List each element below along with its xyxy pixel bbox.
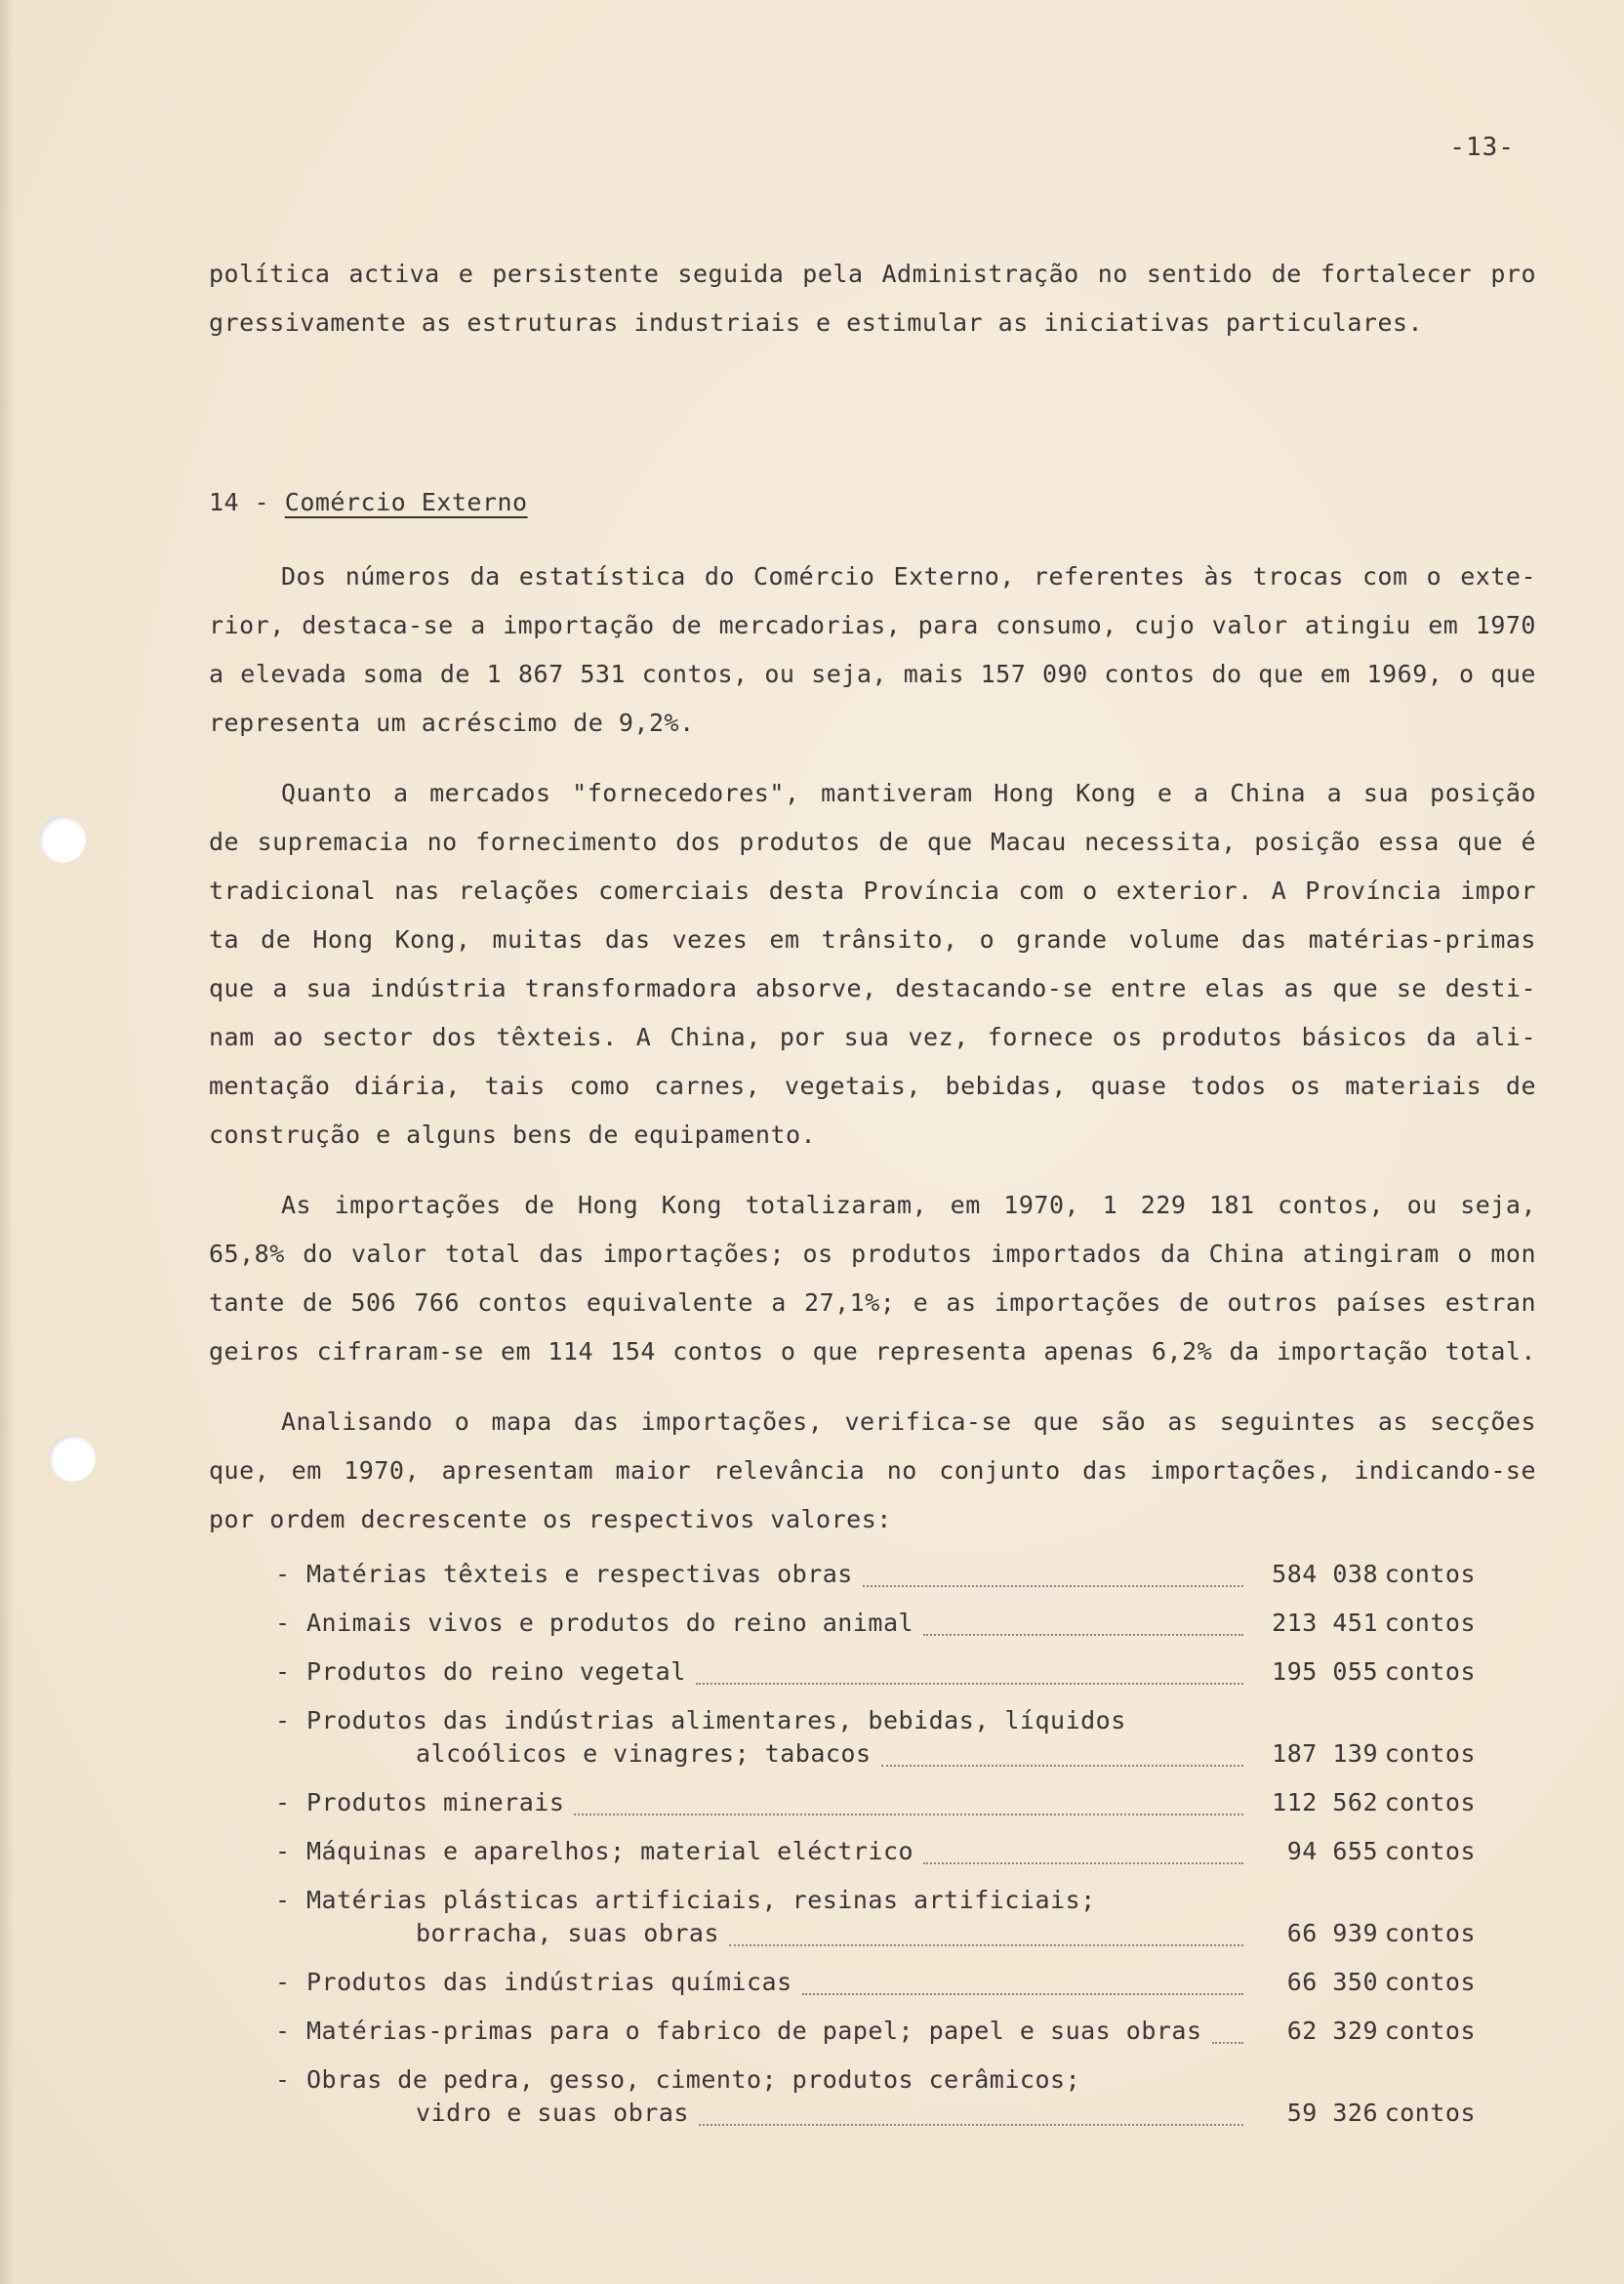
intro-paragraph <box>209 250 1536 347</box>
list-item <box>275 1657 1476 1691</box>
imports-list <box>275 1560 1476 2147</box>
list-dash: - <box>275 2017 291 2045</box>
list-item-label: borracha, suas obras <box>416 1919 720 1947</box>
list-dash: - <box>275 1968 291 1996</box>
punch-hole <box>49 1435 96 1482</box>
text-line: tradicional nas relações comerciais desta Província com o exterior. A Província impor <box>209 877 1536 905</box>
dot-leader <box>696 1682 1243 1685</box>
list-item-label: Animais vivos e produtos do reino animal <box>306 1609 914 1637</box>
list-item-label: Obras de pedra, gesso, cimento; produtos cerâmicos; <box>306 2065 1081 2094</box>
paragraph <box>209 552 1536 748</box>
list-item-value: 213 451 <box>1272 1609 1378 1637</box>
list-item-unit: contos <box>1384 1560 1476 1588</box>
section-number: 14 - <box>209 488 270 516</box>
list-dash: - <box>275 1706 291 1734</box>
list-item-value: 66 939 <box>1286 1919 1378 1947</box>
list-item-unit: contos <box>1384 1788 1476 1816</box>
text-line: Dos números da estatística do Comércio Externo, referentes às trocas com o exte- <box>281 562 1536 591</box>
text-line: mentação diária, tais como carnes, vegetais, bebidas, quase todos os materiais de <box>209 1072 1536 1100</box>
dot-leader <box>729 1943 1243 1946</box>
punch-hole <box>39 816 86 863</box>
list-item-value: 187 139 <box>1272 1739 1378 1768</box>
dot-leader <box>802 1992 1243 1995</box>
dot-leader <box>574 1813 1243 1815</box>
list-item <box>275 1886 1476 1952</box>
list-item <box>275 2065 1476 2132</box>
list-item-unit: contos <box>1384 1609 1476 1637</box>
list-item-label: Produtos minerais <box>306 1788 565 1816</box>
list-item-value: 195 055 <box>1272 1657 1378 1686</box>
list-item-label: Matérias plásticas artificiais, resinas artificiais; <box>306 1886 1096 1914</box>
dot-leader <box>699 2123 1243 2126</box>
list-dash: - <box>275 1886 291 1914</box>
paragraph <box>209 769 1536 1160</box>
text-line: geiros cifraram-se em 114 154 contos o que representa apenas 6,2% da importação total. <box>209 1337 1536 1366</box>
list-item-label: vidro e suas obras <box>416 2099 689 2127</box>
dot-leader <box>923 1633 1243 1636</box>
list-item-unit: contos <box>1384 2017 1476 2045</box>
list-dash: - <box>275 1837 291 1865</box>
text-line: construção e alguns bens de equipamento. <box>209 1121 817 1149</box>
list-item <box>275 1968 1476 2001</box>
text-line: que a sua indústria transformadora absorve, destacando-se entre elas as que se desti- <box>209 974 1536 1002</box>
list-item-unit: contos <box>1384 1657 1476 1686</box>
list-dash: - <box>275 1788 291 1816</box>
section-heading <box>209 488 528 516</box>
text-line: 65,8% do valor total das importações; os produtos importados da China atingiram o mon <box>209 1240 1536 1268</box>
list-item-unit: contos <box>1384 2099 1476 2127</box>
section-title: Comércio Externo <box>284 488 528 516</box>
list-item-value: 62 329 <box>1286 2017 1378 2045</box>
text-line: nam ao sector dos têxteis. A China, por sua vez, fornece os produtos básicos da ali- <box>209 1023 1536 1051</box>
list-item-label: Matérias têxteis e respectivas obras <box>306 1560 853 1588</box>
list-dash: - <box>275 2065 291 2094</box>
list-item-value: 59 326 <box>1286 2099 1378 2127</box>
list-item <box>275 1609 1476 1642</box>
list-item <box>275 1788 1476 1821</box>
text-line: política activa e persistente seguida pela Administração no sentido de fortalecer pro <box>209 260 1536 288</box>
text-line: por ordem decrescente os respectivos valores: <box>209 1505 892 1533</box>
list-item <box>275 1706 1476 1773</box>
text-line: de supremacia no fornecimento dos produtos de que Macau necessita, posição essa que é <box>209 828 1536 856</box>
dot-leader <box>1212 2041 1243 2044</box>
list-item-value: 112 562 <box>1272 1788 1378 1816</box>
list-item-unit: contos <box>1384 1739 1476 1768</box>
list-item-label: Máquinas e aparelhos; material eléctrico <box>306 1837 914 1865</box>
text-line: rior, destaca-se a importação de mercadorias, para consumo, cujo valor atingiu em 1970 <box>209 611 1536 639</box>
list-dash: - <box>275 1609 291 1637</box>
text-line: gressivamente as estruturas industriais e estimular as iniciativas particulares. <box>209 308 1424 337</box>
paper-edge <box>0 0 14 2284</box>
dot-leader <box>881 1764 1243 1767</box>
list-item-label: Produtos das indústrias alimentares, bebidas, líquidos <box>306 1706 1126 1734</box>
list-item-unit: contos <box>1384 1919 1476 1947</box>
list-item-label: Produtos das indústrias químicas <box>306 1968 792 1996</box>
page-number: -13- <box>1449 133 1515 162</box>
text-line: a elevada soma de 1 867 531 contos, ou seja, mais 157 090 contos do que em 1969, o que <box>209 660 1536 688</box>
text-line: que, em 1970, apresentam maior relevância no conjunto das importações, indicando-se <box>209 1456 1536 1485</box>
list-item <box>275 1560 1476 1593</box>
text-line: Analisando o mapa das importações, verifica-se que são as seguintes as secções <box>281 1407 1536 1436</box>
list-item <box>275 2017 1476 2050</box>
list-item-label: Produtos do reino vegetal <box>306 1657 686 1686</box>
list-item-value: 584 038 <box>1272 1560 1378 1588</box>
text-line: tante de 506 766 contos equivalente a 27,1%; e as importações de outros países estran <box>209 1288 1536 1317</box>
list-dash: - <box>275 1560 291 1588</box>
text-line: As importações de Hong Kong totalizaram, em 1970, 1 229 181 contos, ou seja, <box>281 1191 1536 1219</box>
list-item-unit: contos <box>1384 1968 1476 1996</box>
dot-leader <box>923 1861 1243 1864</box>
dot-leader <box>863 1584 1243 1587</box>
paragraph <box>209 1398 1536 1544</box>
list-item-value: 94 655 <box>1286 1837 1378 1865</box>
text-line: Quanto a mercados "fornecedores", mantiveram Hong Kong e a China a sua posição <box>281 779 1536 807</box>
text-line: ta de Hong Kong, muitas das vezes em trânsito, o grande volume das matérias-primas <box>209 925 1536 954</box>
paragraph <box>209 1181 1536 1376</box>
text-line: representa um acréscimo de 9,2%. <box>209 709 695 737</box>
list-dash: - <box>275 1657 291 1686</box>
list-item <box>275 1837 1476 1870</box>
list-item-value: 66 350 <box>1286 1968 1378 1996</box>
list-item-label: alcoólicos e vinagres; tabacos <box>416 1739 872 1768</box>
list-item-label: Matérias-primas para o fabrico de papel; papel e suas obras <box>306 2017 1202 2045</box>
list-item-unit: contos <box>1384 1837 1476 1865</box>
